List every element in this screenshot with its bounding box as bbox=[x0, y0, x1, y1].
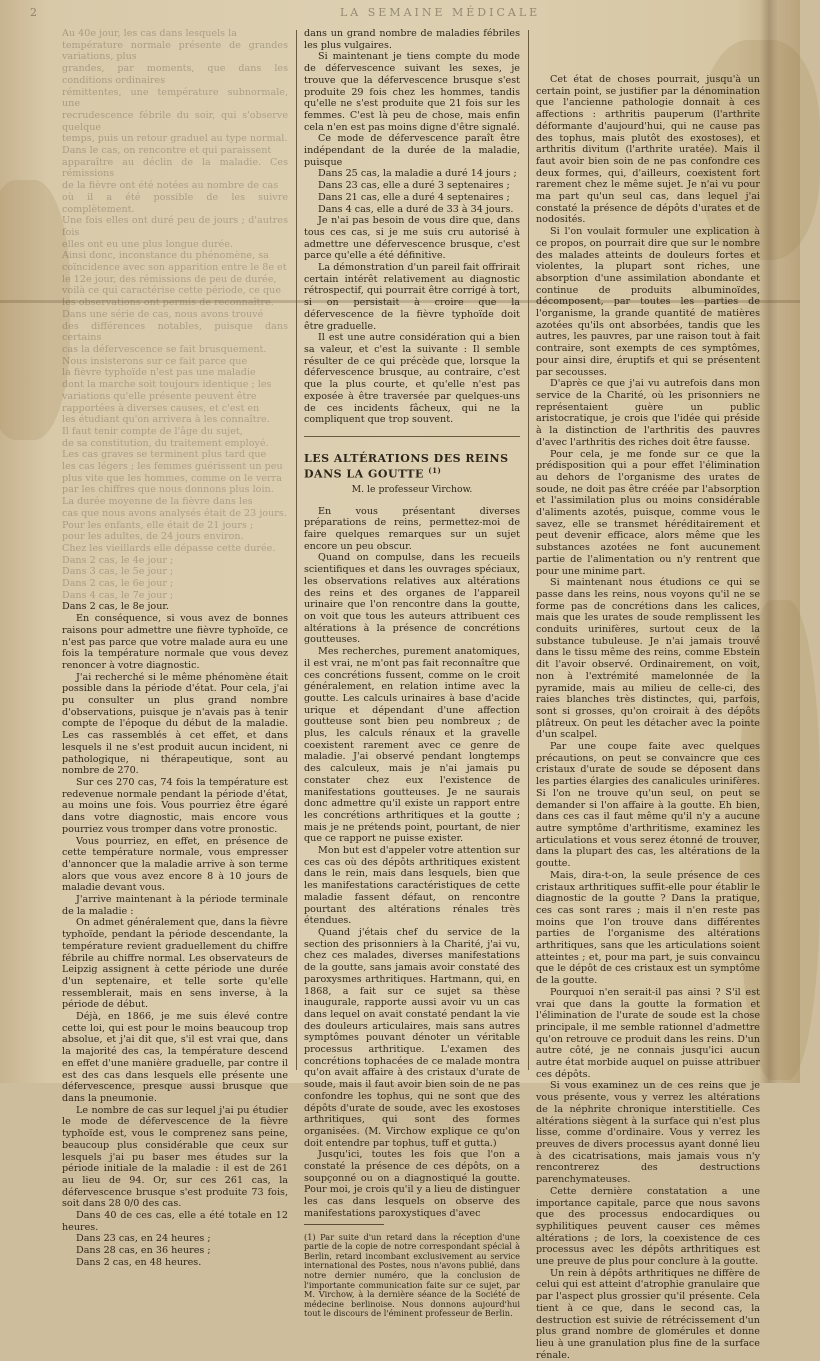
bleed-line: Dans une série de cas, nous avons trouvé bbox=[62, 308, 264, 320]
paragraph: Pourquoi n'en serait-il pas ainsi ? S'il est vrai que dans la goutte la formation et l'élimination de l'urate de soude est la chose principale, il me semble rationnel d'admettre qu'on retrouve ce produit dans les reins. D'un autre côté, je ne connais jusqu'ici aucun autre état morbide auquel on puisse attribuer ces dépôts. bbox=[536, 986, 760, 1080]
paragraph: Il est une autre considération qui a bien sa valeur, et c'est la suivante : Il semble résulter de ce qui précède que, lorsque la défervescence brusque, au contraire, c'est que la plus courte, et qu'elle n'est pas exposée à être traversée par quelques-uns de ces incidents fâcheux, qui ne la compliquent que trop souvent. bbox=[304, 332, 520, 426]
paragraph: Dans 23 cas, elle a duré 3 septenaires ; bbox=[318, 180, 510, 192]
bleed-line: Il faut tenir compte de l'âge du sujet, bbox=[62, 425, 243, 437]
column-right bbox=[536, 74, 760, 1361]
column-middle bbox=[304, 28, 520, 1319]
paragraph: Je n'ai pas besoin de vous dire que, dans tous ces cas, si je me suis cru autorisé à admettre une défervescence brusque, c'est parce qu'elle a été définitive. bbox=[304, 215, 520, 262]
bleed-line: temps, puis un retour graduel au type normal. bbox=[62, 133, 288, 145]
page-header bbox=[0, 0, 800, 26]
bleed-line: plus vite que les hommes, comme on le verra bbox=[62, 472, 282, 484]
paragraph: Dans 2 cas, le 8e jour. bbox=[62, 601, 169, 613]
paragraph: J'arrive maintenant à la période terminale de la maladie : bbox=[62, 894, 288, 917]
bleed-line: Au 40e jour, les cas dans lesquels la bbox=[62, 28, 237, 39]
paragraph: Ce mode de défervescence paraît être indépendant de la durée de la maladie, puisque bbox=[304, 133, 520, 168]
bleed-line: Les cas graves se terminent plus tard que bbox=[62, 449, 267, 461]
bleed-line: grandes, par moments, que dans les conditions ordinaires bbox=[62, 63, 288, 86]
journal-title: LA SEMAINE MÉDICALE bbox=[340, 6, 541, 19]
bleed-line: de la fièvre ont été notées au nombre de cas bbox=[62, 180, 279, 192]
bleed-line: de sa constitution, du traitement employé. bbox=[62, 437, 269, 449]
bleed-line: voilà ce qui caractérise cette période, ce que bbox=[62, 285, 282, 297]
paragraph: Si l'on voulait formuler une explication à ce propos, on pourrait dire que sur le nombre des malades atteints de douleurs fortes et violentes, la plupart sont riches, une absorption d'une assimilation abondante et continue de produits albuminoïdes, décomposent, par toutes les parties de l'organisme, la grande quantité de matières azotées qu'ils ont absorbées, tandis que les autres, les pauvres, par une raison tout à fait contraire, sont exempts de ces symptômes, pour ainsi dire, éruptifs et qui se présentent par secousses. bbox=[536, 226, 760, 378]
paragraph: Mais, dira-t-on, la seule présence de ces cristaux arthritiques suffit-elle pour établir le diagnostic de la goutte ? Dans la pratique, ces cas sont rares ; mais il n'en reste pas moins que l'on trouve dans différentes parties de l'organisme des altérations arthritiques, sans que les articulations soient atteintes ; et, pour ma part, je suis convaincu que le dépôt de ces cristaux est un symptôme de la goutte. bbox=[536, 869, 760, 987]
column-rule bbox=[528, 30, 529, 1070]
bleed-line: Dans le cas, on rencontre et qui paraissent bbox=[62, 145, 272, 157]
paragraph: Un rein à dépôts arthritiques ne diffère de celui qui est atteint d'atrophie granulaire que par l'aspect plus grossier qu'il présente. Cela tient à ce que, dans le second cas, la destruction est suivie de rétrécissement d'un plus grand nombre de glomérules et donne lieu à une granulation plus fine de la surface rénale. bbox=[536, 1267, 760, 1361]
paper-stain bbox=[0, 180, 70, 440]
footnote-mark[interactable]: (1) bbox=[428, 465, 442, 475]
paper-edge bbox=[760, 0, 778, 1083]
column-middle-top bbox=[304, 28, 520, 426]
footnote-rule bbox=[304, 1224, 384, 1225]
bleed-line: Ainsi donc, inconstance du phénomène, sa bbox=[62, 250, 269, 262]
bleed-line: les observations ont permis de reconnaître. bbox=[62, 297, 274, 309]
paragraph: Le nombre de cas sur lequel j'ai pu étudier le mode de défervescence de la fièvre typhoïde est, vous le comprenez sans peine, beaucoup plus considérable que ceux sur lesquels j'ai pu baser mes études sur la période initiale de la maladie : il est de 261 au lieu de 94. Or, sur ces 261 cas, la défervescence brusque s'est produite 73 fois, soit dans 28 0/0 des cas. bbox=[62, 1104, 288, 1210]
bleed-through-text bbox=[62, 28, 288, 601]
paragraph: La démonstration d'un pareil fait offrirait certain intérêt relativement au diagnostic rétrospectif, qui pourrait être corrigé à tort, si on persistait à croire que la défervescence de la fièvre typhoïde doit être graduelle. bbox=[304, 262, 520, 332]
paragraph: En conséquence, si vous avez de bonnes raisons pour admettre une fièvre typhoïde, ce n'est pas parce que votre malade aura eu une fois la température normale que vous devez renoncer à votre diagnostic. bbox=[62, 613, 288, 671]
bleed-line: le 12e jour, des rémissions de peu de durée, bbox=[62, 273, 277, 285]
footnote: (1) Par suite d'un retard dans la réception d'une partie de la copie de notre correspondant spécial à Berlin, retard incombant exclusivement au service international des Postes, nous n'avons publié, dans notre dernier numéro, que la conclusion de l'importante communication faite sur ce sujet, par M. Virchow, à la dernière séance de la Société de médecine berlinoise. Nous donnons aujourd'hui tout le discours de l'éminent professeur de Berlin. bbox=[304, 1231, 520, 1319]
bleed-line: Une fois elles ont duré peu de jours ; d'autres fois bbox=[62, 215, 288, 238]
bleed-line: les cas légers ; les femmes guérissent un peu bbox=[62, 461, 283, 473]
paragraph: Quand j'étais chef du service de la section des prisonniers à la Charité, j'ai vu, chez ces malades, diverses manifestations de la goutte, sans jamais avoir constaté des paroxysmes arthritiques. Hartmann, qui, en 1868, a fait sur ce sujet sa thèse inaugurale, rapporte aussi avoir vu un cas dans lequel on avait constaté pendant la vie des douleurs articulaires, mais sans autres symptômes pouvant dénoter un véritable processus arthritique. L'examen des concrétions tophacées de ce malade montra qu'on avait affaire à des cristaux d'urate de soude, mais il faut avoir bien soin de ne pas confondre les tophus, qui ne sont que des dépôts d'urate de soude, avec les exostoses arthritiques, qui sont des formes organisées. (M. Virchow explique ce qu'on doit entendre par tophus, tuff et gutta.) bbox=[304, 926, 520, 1149]
column-right-body bbox=[536, 74, 760, 1361]
paragraph: Jusqu'ici, toutes les fois que l'on a constaté la présence de ces dépôts, on a soupçonné ou on a diagnostiqué la goutte. Pour moi, je crois qu'il y a lieu de distinguer les cas dans lesquels on observe des manifestations paroxystiques d'avec bbox=[304, 1149, 520, 1219]
bleed-line: pour les adultes, de 24 jours environ. bbox=[62, 531, 244, 543]
bleed-line: variations qu'elle présente peuvent être bbox=[62, 390, 257, 402]
bleed-line: Dans 3 cas, le 5e jour ; bbox=[62, 566, 174, 578]
paragraph: Dans 2 cas, en 48 heures. bbox=[76, 1256, 202, 1268]
paragraph: On admet généralement que, dans la fièvre typhoïde, pendant la période descendante, la température revient graduellement du chiffre fébrile au chiffre normal. Les observateurs de Leipzig assignent à cette période une durée d'un septenaire, et telle sorte qu'elle ressemblerait, mais en sens inverse, à la période de début. bbox=[62, 917, 288, 1011]
paragraph: Vous pourriez, en effet, en présence de cette température normale, vous empresser d'annoncer que la maladie arrive à son terme alors que vous avez encore 8 à 10 jours de maladie devant vous. bbox=[62, 835, 288, 894]
paragraph: Sur ces 270 cas, 74 fois la température est redevenue normale pendant la période d'état, au moins une fois. Vous pourriez être égaré dans votre diagnostic, mais encore vous pourriez vous tromper dans votre pronostic. bbox=[62, 777, 288, 835]
section-title-text: LES ALTÉRATIONS DES REINS DANS LA GOUTTE bbox=[304, 451, 509, 481]
paragraph: Dans 23 cas, en 24 heures ; bbox=[76, 1233, 211, 1245]
paragraph: Déjà, en 1866, je me suis élevé contre cette loi, qui est pour le moins beaucoup trop absolue, et j'ai dit que, s'il est vrai que, dans la majorité des cas, la température descend en effet d'une manière graduelle, par contre il est des cas dans lesquels elle présente une défervescence, presque aussi brusque que dans la pneumonie. bbox=[62, 1011, 288, 1104]
column-left-body bbox=[62, 601, 288, 1268]
paragraph: Si vous examinez un de ces reins que je vous présente, vous y verrez les altérations de la néphrite chronique interstitielle. Ces altérations siègent à la surface qui n'est plus lisse, comme d'ordinaire. Vous y verrez les preuves de divers processus ayant donné lieu à des cicatrisations, mais jamais vous n'y rencontrerez des destructions parenchymateuses. bbox=[536, 1080, 760, 1186]
page-number: 2 bbox=[30, 6, 40, 19]
paragraph: Dans 21 cas, elle a duré 4 septenaires ; bbox=[318, 191, 510, 203]
paragraph: En vous présentant diverses préparations de reins, permettez-moi de faire quelques remarques sur un sujet encore un peu obscur. bbox=[304, 505, 520, 552]
column-middle-body bbox=[304, 506, 520, 1220]
bleed-line: Chez les vieillards elle dépasse cette durée. bbox=[62, 542, 276, 554]
column-rule bbox=[296, 30, 297, 1070]
bleed-line: La durée moyenne de la fièvre dans les bbox=[62, 496, 253, 508]
bleed-line: température normale présente de grandes variations, plus bbox=[62, 39, 288, 63]
column-left bbox=[62, 28, 288, 1268]
bleed-line: les étudiant qu'on arrivera à les connaître. bbox=[62, 414, 270, 426]
bleed-line: cas que nous avons analysés était de 23 jours. bbox=[62, 507, 287, 519]
bleed-line: cas la défervescence se fait brusquement. bbox=[62, 343, 267, 355]
paragraph: J'ai recherché si le même phénomène était possible dans la période d'état. Pour cela, j'ai pu consulter un plus grand nombre d'observations, puisque je n'avais pas à tenir compte de l'époque du début de la maladie. Les cas rassemblés à cet effet, et dans lesquels il ne s'est produit aucun incident, ni pathologique, ni thérapeutique, sont au nombre de 270. bbox=[62, 671, 288, 777]
paragraph: Dans 40 de ces cas, elle a été totale en 12 heures. bbox=[62, 1210, 288, 1233]
paragraph: Cet état de choses pourrait, jusqu'à un certain point, se justifier par la dénomination que l'ancienne pathologie donnait à ces affections : arthritis pauperum (l'arthrite déformante d'aujourd'hui, qui ne cause pas des tophus, mais plutôt des exostoses), et arthritis divitum (l'arthrite uratée). Mais il faut avoir bien soin de ne pas confondre ces deux formes, qui, d'ailleurs, coexistent fort rarement chez le même sujet. Je n'ai vu pour ma part qu'un seul cas, dans lequel j'ai constaté la présence de dépôts d'urates et de nodosités. bbox=[536, 74, 760, 226]
bleed-line: Dans 2 cas, le 6e jour ; bbox=[62, 578, 174, 590]
bleed-line: des différences notables, puisque dans certains bbox=[62, 320, 288, 344]
paragraph: D'après ce que j'ai vu autrefois dans mon service de la Charité, où les prisonniers ne représentaient guère un public aristocratique, je crois que l'idée qui préside à la distinction de l'arthritis des pauvres d'avec l'arthritis des riches doit être fausse. bbox=[536, 378, 760, 448]
paragraph: Dans 25 cas, la maladie a duré 14 jours ; bbox=[318, 168, 517, 180]
bleed-line: elles ont eu une plus longue durée. bbox=[62, 238, 234, 250]
bleed-line: rémittentes, une température subnormale, une bbox=[62, 86, 288, 110]
bleed-line: par les chiffres que nous donnons plus loin. bbox=[62, 484, 274, 496]
bleed-line: rapportées à diverses causes, et c'est en bbox=[62, 402, 260, 414]
bleed-line: la fièvre typhoïde n'est pas une maladie bbox=[62, 367, 256, 379]
paragraph: Pour cela, je me fonde sur ce que la prédisposition qui a pour effet l'élimination au dehors de l'organisme des urates de soude, ne doit pas être créée par l'absorption et l'assimilation plus ou moins considérable d'aliments azotés, puisque, comme vous le savez, elle se transmet héréditairement et peut devenir efficace, alors même que les substances azotées ne font aucunement partie de l'alimentation ou n'y rentrent que pour une minime part. bbox=[536, 448, 760, 577]
bleed-line: recrudescence fébrile du soir, qui s'observe quelque bbox=[62, 109, 288, 133]
paragraph: Mes recherches, purement anatomiques, il est vrai, ne m'ont pas fait reconnaître que ces concrétions fussent, comme on le croit généralement, en relation intime avec la goutte. Les calculs urinaires à base d'acide urique et dépendant d'une affection goutteuse sont bien peu nombreux ; de plus, les calculs rénaux et la gravelle coexistent rarement avec ce genre de maladie. J'ai observé pendant longtemps des calculeux, mais je n'ai jamais pu constater chez eux l'existence de manifestations goutteuses. Je ne saurais donc admettre qu'il existe un rapport entre les concrétions arthritiques et la goutte ; mais je ne prétends point, pourtant, de nier que ce rapport ne puisse exister. bbox=[304, 646, 520, 845]
bleed-line: apparaître au déclin de la maladie. Ces rémissions bbox=[62, 156, 288, 180]
bleed-line: Nous insisterons sur ce fait parce que bbox=[62, 355, 248, 367]
paragraph: Mon but est d'appeler votre attention sur ces cas où des dépôts arthritiques existent dans le rein, mais dans lesquels, bien que les manifestations caractéristiques de cette maladie fassent défaut, on rencontre pourtant des altérations rénales très étendues. bbox=[304, 845, 520, 927]
paragraph: Dans 28 cas, en 36 heures ; bbox=[76, 1245, 211, 1257]
bleed-line: où il a été possible de les suivre complètement. bbox=[62, 191, 288, 215]
bleed-line: coïncidence avec son apparition entre le 8e et bbox=[62, 262, 287, 274]
author-line: M. le professeur Virchow. bbox=[351, 483, 473, 495]
bleed-line: Dans 2 cas, le 4e jour ; bbox=[62, 554, 174, 566]
paragraph: dans un grand nombre de maladies fébriles les plus vulgaires. bbox=[304, 28, 520, 51]
section-title bbox=[304, 453, 520, 480]
paragraph: Si maintenant nous étudions ce qui se passe dans les reins, nous voyons qu'il ne se forme pas de concrétions dans les calices, mais que les urates de soude remplissent les conduits urinifères, surtout ceux de la substance tubuleuse. Je n'ai jamais trouvé dans le tissu même des reins, comme Ebstein dit l'avoir observé. Ordinairement, on voit, non à l'extrémité mamelonnée de la pyramide, mais au milieu de celle-ci, des raies blanches très distinctes, qui, parfois, sont si grosses, qu'on croirait à des dépôts plâtreux. On peut les détacher avec la pointe d'un scalpel. bbox=[536, 577, 760, 741]
section-divider bbox=[304, 436, 520, 437]
paragraph: Dans 4 cas, elle a duré de 33 à 34 jours. bbox=[318, 203, 514, 215]
paragraph: Si maintenant je tiens compte du mode de défervescence suivant les sexes, je trouve que la défervescence brusque s'est produite 29 fois chez les hommes, tandis qu'elle ne s'est produite que 21 fois sur les femmes. C'est là peu de chose, mais enfin cela n'en est pas moins digne d'être signalé. bbox=[304, 51, 520, 133]
paragraph: Quand on compulse, dans les recueils scientifiques et dans les ouvrages spéciaux, les observations relatives aux altérations des reins et des organes de l'appareil urinaire que l'on rencontre dans la goutte, on voit que tous les auteurs attribuent ces altérations à la présence de concrétions goutteuses. bbox=[304, 552, 520, 646]
bleed-line: Pour les enfants, elle était de 21 jours ; bbox=[62, 519, 254, 531]
bleed-line: dont la marche soit toujours identique ; les bbox=[62, 379, 272, 391]
paragraph: Cette dernière constatation a une importance capitale, parce que nous savons que des processus endocardiques ou syphilitiques peuvent causer ces mêmes altérations ; de lors, la coexistence de ces processus avec les dépôts arthritiques est une preuve de plus pour conclure à la goutte. bbox=[536, 1185, 760, 1268]
bleed-line: Dans 4 cas, le 7e jour ; bbox=[62, 589, 174, 601]
paragraph: Par une coupe faite avec quelques précautions, on peut se convaincre que ces cristaux d'urate de soude se déposent dans les parties élargies des canalicules urinifères. Si l'on ne trouve qu'un seul, on peut se demander si l'on affaire à la goutte. Eh bien, dans ces cas il faut même qu'il n'y a aucune autre symptôme d'arthritisme, examinez les articulations et vous serez étonné de trouver, dans la plupart des cas, les altérations de la goutte. bbox=[536, 741, 760, 870]
